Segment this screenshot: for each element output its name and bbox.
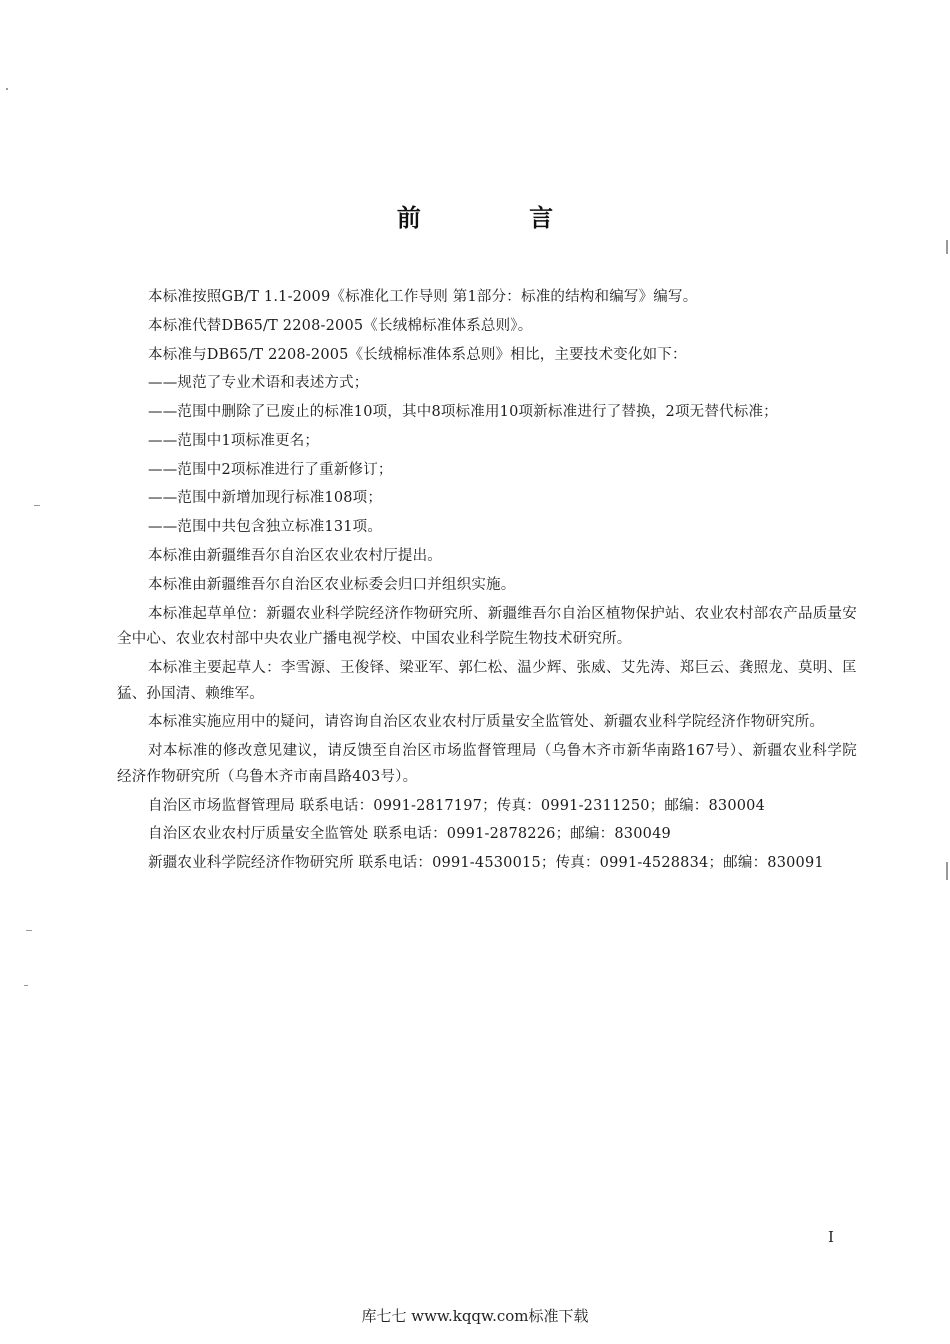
page-number: I	[828, 1228, 834, 1246]
paragraph-administrator: 本标准由新疆维吾尔自治区农业标委会归口并组织实施。	[148, 576, 516, 593]
scan-mark	[26, 930, 32, 931]
paragraph-replaces: 本标准代替DB65/T 2208-2005《长绒棉标准体系总则》。	[148, 317, 533, 334]
scan-mark	[946, 240, 948, 254]
scan-mark	[6, 88, 8, 90]
scan-mark	[24, 985, 28, 986]
scan-mark	[34, 505, 40, 506]
change-item: ——范围中新增加现行标准108项；	[148, 490, 383, 507]
change-item: ——范围中删除了已废止的标准10项，其中8项标准用10项新标准进行了替换，2项无替代标准；	[148, 404, 778, 421]
paragraph-inquiries: 本标准实施应用中的疑问，请咨询自治区农业农村厅质量安全监管处、新疆农业科学院经济作物研究所。	[148, 714, 825, 731]
foreword-body	[117, 285, 857, 880]
footer-watermark: 库七七 www.kqqw.com标准下载	[361, 1307, 589, 1325]
scan-mark	[946, 862, 948, 880]
paragraph-basis: 本标准按照GB/T 1.1-2009《标准化工作导则 第1部分：标准的结构和编写》编写。	[148, 289, 698, 305]
paragraph-drafters: 本标准主要起草人：李雪源、王俊铎、梁亚军、郭仁松、温少辉、张威、艾先涛、郑巨云、龚照龙、莫明、匡猛、孙国清、赖维军。	[117, 659, 857, 702]
paragraph-drafting-units: 本标准起草单位：新疆农业科学院经济作物研究所、新疆维吾尔自治区植物保护站、农业农村部农产品质量安全中心、农业农村部中央农业广播电视学校、中国农业科学院生物技术研究所。	[117, 605, 857, 648]
change-item: ——范围中共包含独立标准131项。	[148, 519, 383, 536]
paragraph-changes-intro: 本标准与DB65/T 2208-2005《长绒棉标准体系总则》相比，主要技术变化如下：	[148, 346, 687, 363]
change-item: ——范围中1项标准更名；	[148, 432, 320, 449]
change-item: ——规范了专业术语和表述方式；	[148, 375, 369, 392]
contact-line: 自治区农业农村厅质量安全监管处 联系电话：0991-2878226；邮编：830049	[148, 826, 671, 843]
paragraph-proposer: 本标准由新疆维吾尔自治区农业农村厅提出。	[148, 548, 442, 565]
contact-line: 自治区市场监督管理局 联系电话：0991-2817197；传真：0991-2311250；邮编：830004	[148, 797, 766, 814]
paragraph-feedback: 对本标准的修改意见建议，请反馈至自治区市场监督管理局（乌鲁木齐市新华南路167号）、新疆农业科学院经济作物研究所（乌鲁木齐市南昌路403号）。	[117, 743, 857, 785]
change-item: ——范围中2项标准进行了重新修订；	[148, 461, 393, 478]
page-title: 前 言	[396, 204, 604, 232]
contact-line: 新疆农业科学院经济作物研究所 联系电话：0991-4530015；传真：0991-4528834；邮编：830091	[148, 855, 824, 872]
